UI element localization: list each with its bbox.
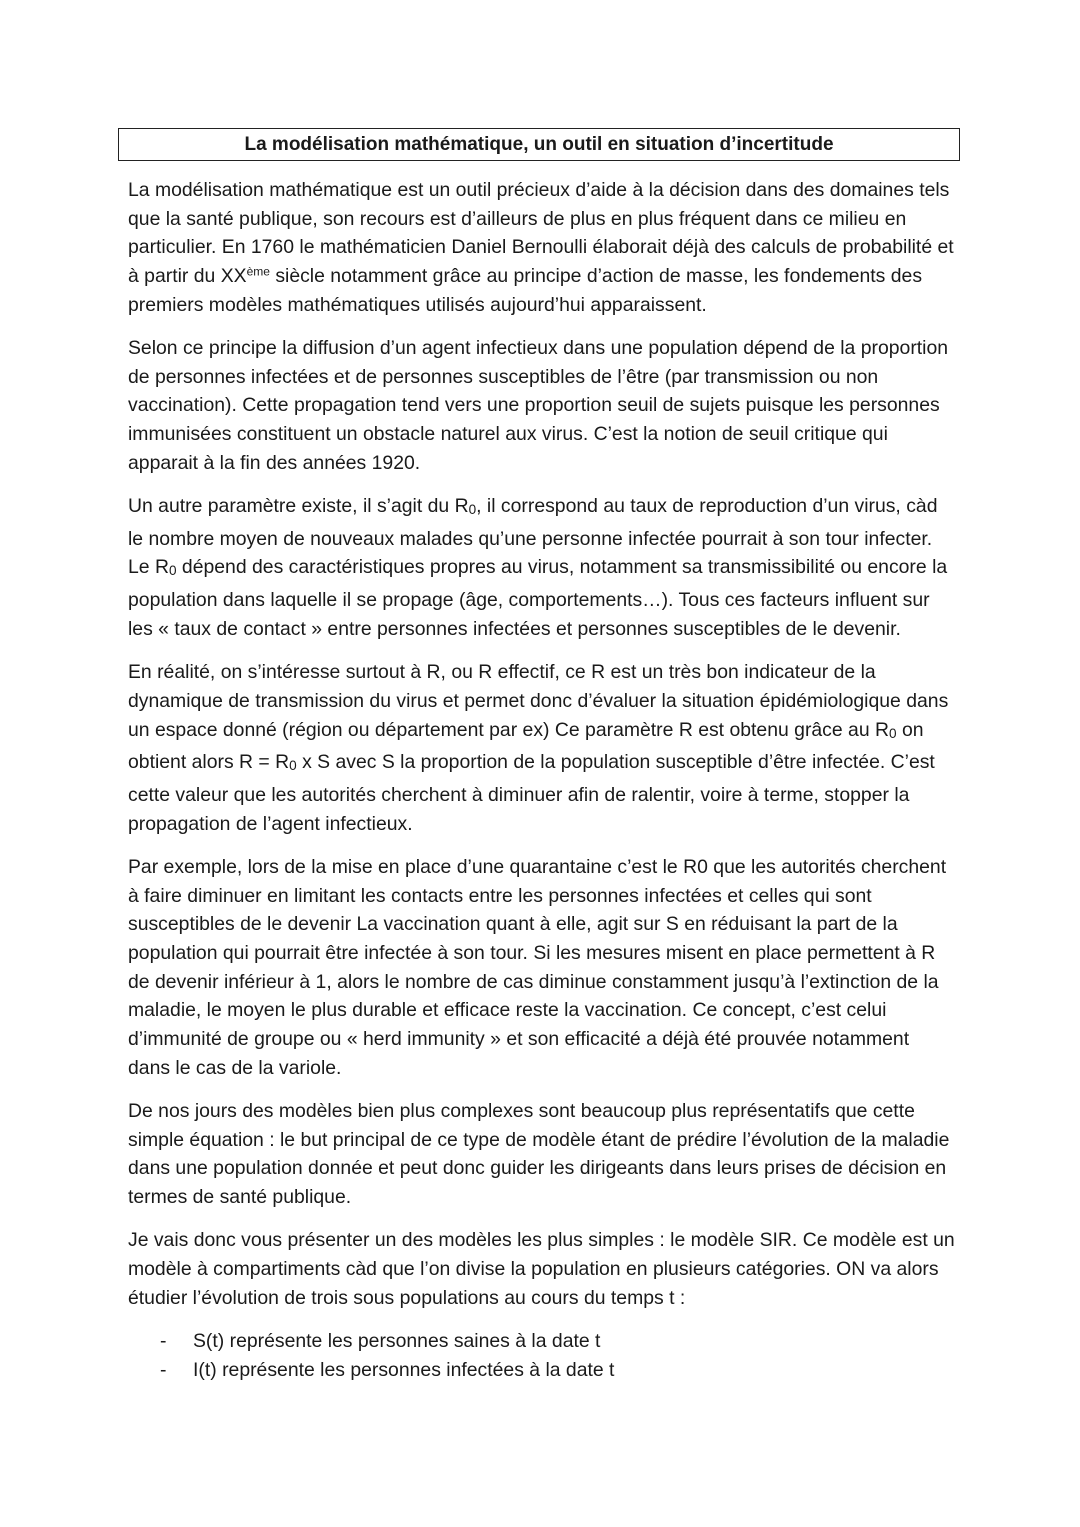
text-run: , il correspond au taux de reproduction d’un virus, càd le nombre moyen de nouveaux malades qu’une personne infectée pourrait à son tour infecter. Le R — [128, 495, 938, 579]
paragraph — [128, 492, 956, 644]
document-body — [128, 176, 956, 1384]
list-item — [128, 1356, 956, 1385]
paragraph — [128, 1097, 956, 1212]
subscript: 0 — [168, 563, 177, 579]
paragraph — [128, 853, 956, 1083]
text-run: En réalité, on s’intéresse surtout à R, ou R effectif, ce R est un très bon indicateur de la dynamique de transmission du virus et permet donc d’évaluer la situation épidémiologique dans un espace donné (région ou département par ex) Ce paramètre R est obtenu grâce au R — [128, 661, 949, 741]
subscript: 0 — [289, 758, 297, 774]
text-run: siècle notamment grâce au principe d’action de masse, les fondements des premiers modèles mathématiques utilisés aujourd’hui apparaissent. — [128, 265, 923, 316]
paragraph — [128, 1226, 956, 1312]
text-run: on obtient alors R = R — [128, 718, 924, 774]
subscript: 0 — [468, 502, 477, 518]
text-run: Par exemple, lors de la mise en place d’une quarantaine c’est le R0 que les autorités cherchent à faire diminuer en limitant les contacts entre les personnes infectées et celles qui sont susceptibles de le devenir La vaccination quant à elle, agit sur S en réduisant la part de la population qui pourrait être infectée à son tour. Si les mesures misent en place permettent à R de devenir inférieur à 1, alors le nombre de cas diminue constamment jusqu’à l’extinction de la maladie, le moyen le plus durable et efficace reste la vaccination. Ce concept, c’est celui d’immunité de groupe ou « herd immunity » et son efficacité a déjà été prouvée notamment dans le cas de la variole. — [128, 855, 947, 1079]
list-item — [128, 1327, 956, 1356]
document-title: La modélisation mathématique, un outil en situation d’incertitude — [118, 128, 960, 161]
list-item-text: S(t) représente les personnes saines à la date t — [193, 1329, 601, 1352]
list-marker: - — [160, 1358, 167, 1381]
paragraph — [128, 176, 956, 320]
text-run: De nos jours des modèles bien plus complexes sont beaucoup plus représentatifs que cette simple équation : le but principal de ce type de modèle étant de prédire l’évolution de la maladie dans une population donnée et peut donc guider les dirigeants dans leurs prises de décision en termes de santé publique. — [128, 1100, 950, 1209]
paragraph — [128, 658, 956, 838]
text-run: Je vais donc vous présenter un des modèles les plus simples : le modèle SIR. Ce modèle est un modèle à compartiments càd que l’on divise la population en plusieurs catégories. ON va alors étudier l’évolution de trois sous populations au cours du temps t : — [128, 1229, 955, 1309]
list-item-text: I(t) représente les personnes infectées à la date t — [193, 1358, 615, 1381]
bullet-list — [128, 1327, 956, 1384]
paragraphs — [128, 176, 956, 1312]
paragraph — [128, 334, 956, 478]
text-run: dépend des caractéristiques propres au virus, notamment sa transmissibilité ou encore la population dans laquelle il se propage (âge, comportements…). Tous ces facteurs influent sur les « taux de contact » entre personnes infectées et personnes susceptibles de le devenir. — [128, 556, 948, 640]
text-run: Selon ce principe la diffusion d’un agent infectieux dans une population dépend de la proportion de personnes infectées et de personnes susceptibles de l’être (par transmission ou non vaccination). Cette propagation tend vers une proportion seuil de sujets puisque les personnes immunisées constituent un obstacle naturel aux virus. C’est la notion de seuil critique qui apparait à la fin des années 1920. — [128, 337, 949, 474]
superscript: ème — [246, 264, 270, 279]
text-run: La modélisation mathématique est un outil précieux d’aide à la décision dans des domaines tels que la santé publique, son recours est d’ailleurs de plus en plus fréquent dans ce milieu en particulier. En 1760 le mathématicien Daniel Bernoulli élaborait déjà des calculs de probabilité et à partir du XX — [128, 179, 954, 288]
text-run: x S avec S la proportion de la population susceptible d’être infectée. C’est cette valeur que les autorités cherchent à diminuer afin de ralentir, voire à terme, stopper la propagation de l’agent infectieux. — [128, 751, 935, 835]
list-marker: - — [160, 1329, 167, 1352]
text-run: Un autre paramètre existe, il s’agit du R — [128, 495, 469, 518]
subscript: 0 — [889, 725, 897, 741]
